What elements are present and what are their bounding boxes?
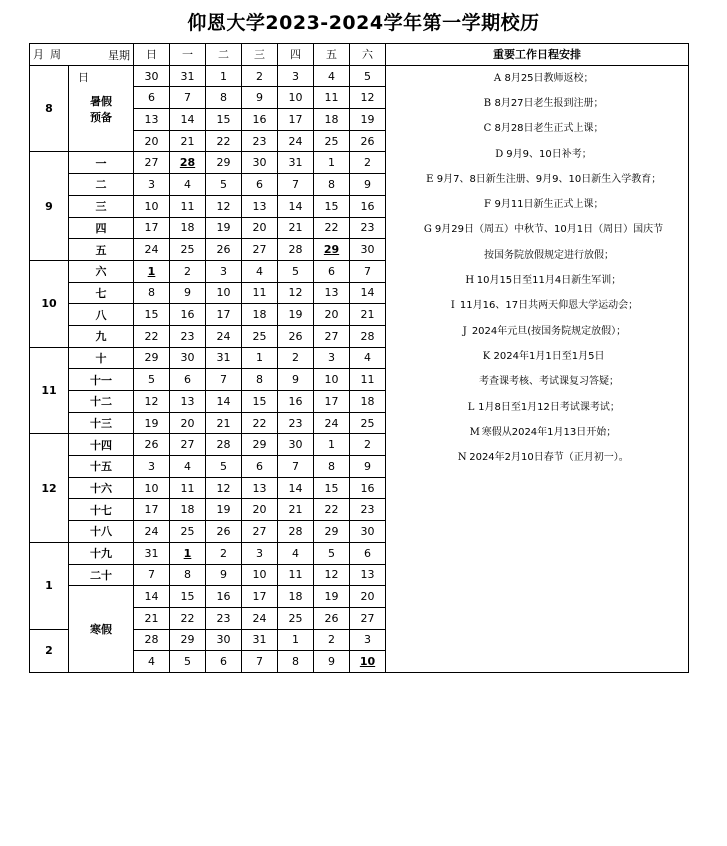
day-cell: 21 (278, 217, 314, 239)
day-cell: 6 (206, 651, 242, 673)
day-cell: 9 (350, 456, 386, 478)
week-label-cell: 二十 (69, 564, 134, 586)
day-cell: 10 (314, 369, 350, 391)
day-cell: 13 (242, 477, 278, 499)
schedule-note (386, 268, 688, 293)
day-cell: 18 (314, 109, 350, 131)
day-cell: 12 (206, 195, 242, 217)
day-cell: 14 (278, 477, 314, 499)
week-label-cell: 十六 (69, 477, 134, 499)
week-label-cell: 五 (69, 239, 134, 261)
day-cell: 30 (206, 629, 242, 651)
day-cell: 1 (206, 65, 242, 87)
day-cell: 1 (170, 542, 206, 564)
day-cell: 19 (278, 304, 314, 326)
day-cell: 25 (350, 412, 386, 434)
week-label-cell: 十八 (69, 521, 134, 543)
day-cell: 27 (242, 239, 278, 261)
week-label-cell: 九 (69, 325, 134, 347)
plan-header: 重要工作日程安排 (386, 44, 689, 66)
day-cell: 9 (170, 282, 206, 304)
header-zhou: 周 (50, 47, 61, 61)
day-cell: 30 (350, 239, 386, 261)
day-cell: 7 (134, 564, 170, 586)
day-cell: 20 (242, 499, 278, 521)
day-cell: 10 (134, 195, 170, 217)
day-cell: 14 (206, 391, 242, 413)
day-cell: 25 (242, 325, 278, 347)
day-cell: 1 (314, 152, 350, 174)
note-text: 2024年2月10日春节（正月初一）。 (469, 452, 629, 464)
day-cell: 21 (134, 607, 170, 629)
day-cell: 16 (170, 304, 206, 326)
day-cell: 13 (134, 109, 170, 131)
day-cell: 5 (134, 369, 170, 391)
day-cell: 23 (206, 607, 242, 629)
day-cell: 8 (278, 651, 314, 673)
day-cell: 27 (314, 325, 350, 347)
day-cell: 3 (134, 456, 170, 478)
day-cell: 5 (314, 542, 350, 564)
day-cell: 25 (314, 130, 350, 152)
week-label-cell: 七 (69, 282, 134, 304)
day-cell: 16 (278, 391, 314, 413)
day-cell: 6 (314, 260, 350, 282)
day-cell: 15 (170, 586, 206, 608)
day-cell: 19 (206, 499, 242, 521)
calendar-body (30, 44, 689, 673)
day-cell: 25 (170, 239, 206, 261)
day-cell: 9 (206, 564, 242, 586)
month-cell: 2 (30, 629, 69, 672)
note-text: 9月29日（周五）中秋节、10月1日（周日）国庆节 (434, 224, 664, 236)
day-cell: 18 (350, 391, 386, 413)
day-cell: 11 (350, 369, 386, 391)
day-header-sat: 六 (350, 44, 386, 66)
day-cell: 15 (134, 304, 170, 326)
note-text: 考查课考核、考试课复习答疑； (479, 376, 619, 388)
day-cell: 22 (134, 325, 170, 347)
day-cell: 12 (314, 564, 350, 586)
day-cell: 8 (134, 282, 170, 304)
day-cell: 4 (170, 456, 206, 478)
day-cell: 23 (278, 412, 314, 434)
day-cell: 1 (242, 347, 278, 369)
day-cell: 31 (242, 629, 278, 651)
note-letter: M (469, 426, 480, 438)
day-header-mon: 一 (170, 44, 206, 66)
month-cell: 11 (30, 347, 69, 434)
day-cell: 31 (206, 347, 242, 369)
day-cell: 28 (206, 434, 242, 456)
day-cell: 4 (134, 651, 170, 673)
day-cell: 23 (170, 325, 206, 347)
schedule-note (386, 319, 688, 344)
day-cell: 2 (206, 542, 242, 564)
day-cell: 2 (314, 629, 350, 651)
day-cell: 25 (170, 521, 206, 543)
day-cell: 22 (314, 499, 350, 521)
day-cell: 8 (242, 369, 278, 391)
day-cell: 15 (314, 477, 350, 499)
day-cell: 6 (242, 456, 278, 478)
day-cell: 4 (242, 260, 278, 282)
day-cell: 30 (350, 521, 386, 543)
day-cell: 13 (242, 195, 278, 217)
corner-header (30, 44, 134, 84)
day-header-sun: 日 (134, 44, 170, 66)
note-letter: F (483, 199, 491, 211)
day-cell: 29 (314, 521, 350, 543)
day-cell: 20 (350, 586, 386, 608)
day-cell: 15 (206, 109, 242, 131)
day-cell: 9 (278, 369, 314, 391)
schedule-note (386, 192, 688, 217)
day-cell: 19 (314, 586, 350, 608)
day-cell: 9 (242, 87, 278, 109)
week-label-cell: 一 (69, 152, 134, 174)
header-row (30, 44, 689, 66)
schedule-note (386, 344, 688, 369)
day-cell: 24 (242, 607, 278, 629)
day-header-thu: 四 (278, 44, 314, 66)
day-cell: 28 (134, 629, 170, 651)
note-text: 2024年元旦(按国务院规定放假）； (471, 325, 627, 337)
day-cell: 25 (278, 607, 314, 629)
schedule-note (386, 369, 688, 394)
day-cell: 6 (170, 369, 206, 391)
week-label-cell: 寒假 (69, 586, 134, 673)
note-letter: A (493, 72, 502, 84)
day-cell: 20 (242, 217, 278, 239)
day-cell: 6 (350, 542, 386, 564)
calendar-table (29, 43, 689, 673)
schedule-note (386, 217, 688, 242)
day-cell: 10 (242, 564, 278, 586)
day-cell: 7 (278, 456, 314, 478)
schedule-note (386, 91, 688, 116)
day-cell: 18 (278, 586, 314, 608)
day-cell: 22 (206, 130, 242, 152)
day-cell: 2 (350, 152, 386, 174)
month-cell: 9 (30, 152, 69, 260)
day-cell: 23 (350, 499, 386, 521)
day-cell: 9 (314, 651, 350, 673)
day-cell: 29 (170, 629, 206, 651)
schedule-note (386, 116, 688, 141)
day-cell: 8 (314, 174, 350, 196)
day-cell: 11 (314, 87, 350, 109)
note-text: 1月8日至1月12日考试课考试； (478, 401, 620, 413)
week-label-cell: 四 (69, 217, 134, 239)
day-cell: 16 (350, 477, 386, 499)
note-text: 9月11日新生正式上课； (494, 199, 604, 211)
note-text: 8月27日老生报到注册； (494, 97, 604, 109)
day-cell: 21 (350, 304, 386, 326)
day-cell: 7 (350, 260, 386, 282)
day-cell: 3 (314, 347, 350, 369)
note-letter: G (423, 224, 432, 236)
day-cell: 24 (314, 412, 350, 434)
day-cell: 17 (242, 586, 278, 608)
day-cell: 26 (350, 130, 386, 152)
day-cell: 31 (278, 152, 314, 174)
day-cell: 3 (350, 629, 386, 651)
note-letter: E (426, 173, 434, 185)
day-cell: 7 (242, 651, 278, 673)
week-label-cell: 八 (69, 304, 134, 326)
day-cell: 16 (242, 109, 278, 131)
week-label-cell: 六 (69, 260, 134, 282)
day-cell: 2 (242, 65, 278, 87)
day-cell: 27 (134, 152, 170, 174)
day-cell: 4 (350, 347, 386, 369)
week-label-cell: 十五 (69, 456, 134, 478)
day-cell: 28 (278, 239, 314, 261)
day-cell: 23 (242, 130, 278, 152)
day-cell: 17 (278, 109, 314, 131)
day-cell: 10 (134, 477, 170, 499)
day-cell: 2 (278, 347, 314, 369)
day-cell: 28 (350, 325, 386, 347)
note-text: 按国务院放假规定进行放假； (484, 249, 614, 261)
week-label-cell: 三 (69, 195, 134, 217)
schedule-note (386, 445, 688, 470)
day-cell: 27 (242, 521, 278, 543)
day-cell: 14 (134, 586, 170, 608)
day-cell: 17 (134, 499, 170, 521)
day-cell: 12 (350, 87, 386, 109)
day-cell: 19 (350, 109, 386, 131)
day-cell: 20 (314, 304, 350, 326)
day-cell: 17 (134, 217, 170, 239)
day-cell: 24 (206, 325, 242, 347)
day-cell: 26 (278, 325, 314, 347)
day-cell: 11 (170, 195, 206, 217)
day-cell: 8 (170, 564, 206, 586)
day-cell: 18 (170, 499, 206, 521)
day-cell: 18 (242, 304, 278, 326)
day-cell: 26 (314, 607, 350, 629)
month-cell: 12 (30, 434, 69, 542)
note-letter: K (482, 350, 491, 362)
day-cell: 12 (134, 391, 170, 413)
day-cell: 8 (206, 87, 242, 109)
note-text: 9月7、8日新生注册、9月9、10日新生入学教育； (436, 173, 662, 185)
day-cell: 20 (170, 412, 206, 434)
day-header-wed: 三 (242, 44, 278, 66)
day-cell: 7 (206, 369, 242, 391)
header-xingqi: 星期 (108, 49, 130, 62)
week-label-cell: 十七 (69, 499, 134, 521)
header-ri: 日 (78, 71, 89, 84)
day-cell: 3 (134, 174, 170, 196)
day-cell: 14 (278, 195, 314, 217)
day-cell: 24 (134, 239, 170, 261)
note-text: 10月15日至11月4日新生军训； (476, 275, 622, 287)
week-label-cell: 十一 (69, 369, 134, 391)
day-cell: 19 (134, 412, 170, 434)
day-cell: 29 (206, 152, 242, 174)
day-cell: 5 (206, 456, 242, 478)
schedule-note (386, 243, 688, 268)
day-cell: 14 (350, 282, 386, 304)
week-label-cell: 十 (69, 347, 134, 369)
day-cell: 10 (278, 87, 314, 109)
note-letter: I (450, 300, 455, 312)
day-cell: 21 (206, 412, 242, 434)
note-letter: L (467, 401, 475, 413)
note-letter: D (495, 148, 504, 160)
day-cell: 1 (278, 629, 314, 651)
day-cell: 14 (170, 109, 206, 131)
note-text: 寒假从2024年1月13日开始； (481, 426, 617, 438)
month-cell: 10 (30, 260, 69, 347)
day-cell: 26 (206, 239, 242, 261)
day-cell: 13 (350, 564, 386, 586)
note-letter: C (483, 123, 492, 135)
day-cell: 26 (134, 434, 170, 456)
day-cell: 29 (242, 434, 278, 456)
schedule-note (386, 420, 688, 445)
day-header-tue: 二 (206, 44, 242, 66)
day-cell: 4 (278, 542, 314, 564)
day-cell: 2 (170, 260, 206, 282)
day-cell: 30 (242, 152, 278, 174)
day-cell: 5 (170, 651, 206, 673)
week-label-cell: 十二 (69, 391, 134, 413)
note-text: 9月9、10日补考； (506, 148, 592, 160)
day-cell: 17 (314, 391, 350, 413)
week-label-cell: 十九 (69, 542, 134, 564)
day-cell: 18 (170, 217, 206, 239)
day-cell: 31 (134, 542, 170, 564)
day-cell: 22 (314, 217, 350, 239)
note-text: 8月28日老生正式上课； (494, 123, 604, 135)
day-cell: 30 (134, 65, 170, 87)
day-cell: 16 (350, 195, 386, 217)
day-cell: 11 (278, 564, 314, 586)
day-cell: 7 (170, 87, 206, 109)
day-cell: 17 (206, 304, 242, 326)
day-cell: 4 (314, 65, 350, 87)
day-cell: 28 (170, 152, 206, 174)
day-cell: 3 (206, 260, 242, 282)
day-cell: 30 (170, 347, 206, 369)
day-cell: 21 (170, 130, 206, 152)
page-title: 仰恩大学2023-2024学年第一学期校历 (187, 12, 540, 34)
day-cell: 13 (170, 391, 206, 413)
note-text: 2024年1月1日至1月5日 (493, 350, 605, 362)
day-cell: 28 (278, 521, 314, 543)
note-letter: H (465, 275, 475, 287)
month-cell: 8 (30, 65, 69, 152)
day-header-fri: 五 (314, 44, 350, 66)
schedule-notes (386, 65, 689, 672)
day-cell: 10 (206, 282, 242, 304)
week-label-cell: 十三 (69, 412, 134, 434)
day-cell: 4 (170, 174, 206, 196)
note-text: 8月25日教师返校； (504, 72, 594, 84)
day-cell: 7 (278, 174, 314, 196)
day-cell: 2 (350, 434, 386, 456)
day-cell: 5 (350, 65, 386, 87)
day-cell: 13 (314, 282, 350, 304)
schedule-note (386, 142, 688, 167)
day-cell: 8 (314, 456, 350, 478)
day-cell: 9 (350, 174, 386, 196)
day-cell: 24 (278, 130, 314, 152)
note-letter: N (457, 452, 467, 464)
day-cell: 19 (206, 217, 242, 239)
day-cell: 29 (314, 239, 350, 261)
day-cell: 3 (242, 542, 278, 564)
day-cell: 6 (242, 174, 278, 196)
day-cell: 15 (242, 391, 278, 413)
week-row (30, 65, 689, 87)
schedule-note (386, 293, 688, 318)
day-cell: 5 (278, 260, 314, 282)
day-cell: 12 (206, 477, 242, 499)
day-cell: 24 (134, 521, 170, 543)
month-cell: 1 (30, 542, 69, 629)
day-cell: 1 (134, 260, 170, 282)
schedule-note (386, 395, 688, 420)
week-label-cell: 二 (69, 174, 134, 196)
day-cell: 3 (278, 65, 314, 87)
week-label-cell: 十四 (69, 434, 134, 456)
note-text: 11月16、17日共两天仰恩大学运动会； (459, 300, 639, 312)
note-letter: B (483, 97, 492, 109)
day-cell: 15 (314, 195, 350, 217)
week-label-cell: 暑假 预备 (69, 65, 134, 152)
day-cell: 12 (278, 282, 314, 304)
day-cell: 27 (170, 434, 206, 456)
day-cell: 6 (134, 87, 170, 109)
day-cell: 21 (278, 499, 314, 521)
day-cell: 26 (206, 521, 242, 543)
day-cell: 23 (350, 217, 386, 239)
note-letter: J (462, 325, 467, 337)
day-cell: 29 (134, 347, 170, 369)
header-yue: 月 (33, 47, 44, 61)
schedule-note (386, 66, 688, 91)
day-cell: 31 (170, 65, 206, 87)
day-cell: 1 (314, 434, 350, 456)
day-cell: 20 (134, 130, 170, 152)
day-cell: 22 (242, 412, 278, 434)
day-cell: 27 (350, 607, 386, 629)
day-cell: 22 (170, 607, 206, 629)
day-cell: 11 (242, 282, 278, 304)
day-cell: 5 (206, 174, 242, 196)
day-cell: 16 (206, 586, 242, 608)
day-cell: 30 (278, 434, 314, 456)
day-cell: 10 (350, 651, 386, 673)
schedule-note (386, 167, 688, 192)
day-cell: 11 (170, 477, 206, 499)
